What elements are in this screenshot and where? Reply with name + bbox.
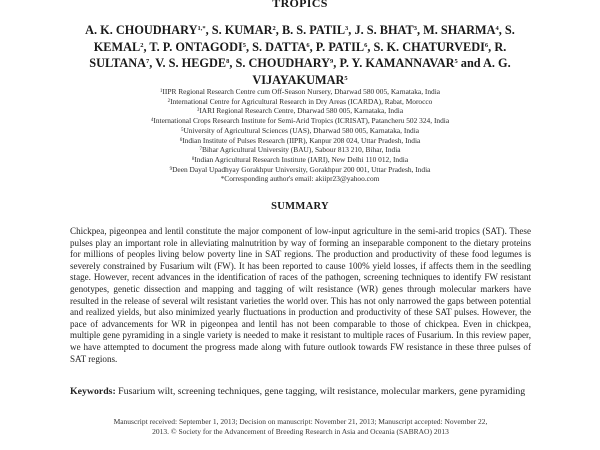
- author-affiliation-mark: 3: [413, 25, 417, 32]
- author-affiliation-mark: 5: [344, 74, 348, 82]
- author-name: S. DATTA$^6$: [252, 39, 310, 54]
- author-affiliation-mark: 6: [364, 41, 368, 49]
- author-affiliation-mark: 6: [306, 41, 310, 49]
- author-name: T. P. ONTAGODI$^5$: [149, 39, 247, 54]
- keywords-label: Keywords:: [70, 386, 116, 397]
- author-affiliation-mark: 5: [454, 58, 458, 65]
- author-affiliation-mark: 3: [345, 25, 349, 32]
- affiliation: $^7$Bihar Agricultural University (BAU), Sabour 813 210, Bihar, India: [199, 145, 401, 155]
- author-name: V. S. HEGDE$^8$: [155, 56, 230, 70]
- author-name: S. K. CHATURVEDI$^6$: [373, 39, 489, 54]
- affiliation: $^2$International Centre for Agricultural Research in Dry Areas (ICARDA), Rabat, Morocco: [167, 96, 433, 106]
- author-name: M. SHARMA$^4$: [423, 23, 499, 37]
- author-affiliation-mark: 5: [242, 41, 247, 49]
- author-affiliation-mark: 1,*: [197, 25, 206, 32]
- author-affiliation-mark: 4: [495, 25, 499, 32]
- keywords-text: Fusarium wilt, screening techniques, gene tagging, wilt resistance, molecular markers, gene pyramiding: [118, 386, 526, 397]
- keywords: [70, 386, 531, 398]
- author-affiliation-mark: 9: [330, 58, 334, 65]
- affiliation: $^6$Indian Institute of Pulses Research (IIPR), Kanpur 208 024, Uttar Pradesh, India: [179, 135, 421, 145]
- author-name: A. G. VIJAYAKUMAR$^5$: [252, 56, 511, 87]
- author-affiliation-mark: 8: [226, 58, 230, 65]
- manuscript-info: [70, 417, 531, 437]
- affiliation: $^9$Deen Dayal Upadhyay Gorakhpur University, Gorakhpur 200 001, Uttar Pradesh, India: [169, 164, 431, 174]
- author-name: B. S. PATIL$^3$: [281, 23, 349, 37]
- author-name: A. K. $CHOUDHARY^{1,*}$: [85, 23, 206, 37]
- author-name: S. CHOUDHARY$^9$: [235, 56, 334, 70]
- author-affiliation-mark: 2: [272, 25, 276, 32]
- author-name: S. KEMAL$^2$: [93, 23, 515, 54]
- summary-text: Chickpea, pigeonpea and lentil constitute the major component of low-input agriculture in the semi-arid tropics (SAT). These pulses play an important role in alleviating malnutrition by way of forming an inseparable component to the dietary proteins for millions of peoples living below poverty line in SAT regions. The production and productivity of these food legumes is severely constrained by Fusarium wilt (FW). It has been reported to cause 100% yield losses, if affects them in the seedling stage. However, recent advances in the identification of races of the pathogen, screening techniques to identify FW resistant genotypes, genetic dissection and mapping and tagging of wilt resistance (WR) genes through molecular markers have resulted in the release of several wilt resistant varieties the world over. This has not only narrowed the gaps between potential and realized yields, but also minimized yearly fluctuations in production and productivity of these SAT pulses. However, the pace of advancements for WR in pigeonpea and lentil has not been comparable to those of chickpea. Even in chickpea, multiple gene pyramiding in a single variety is needed to make it resistant to multiple races of Fusarium. In this review paper, we have attempted to document the progress made along with future outlook towards FW resistance in these three pulses of SAT regions.: [70, 226, 531, 364]
- author-name: P. PATIL$^6$: [315, 39, 368, 54]
- author-name: J. S. BHAT$^3$: [354, 23, 417, 37]
- author-name: P. Y. KAMANNAVAR$^5$: [339, 56, 458, 70]
- author-affiliation-mark: 2: [140, 41, 144, 49]
- corresponding-author-email: *Corresponding author's email: akiipr23@yahoo.com: [220, 174, 380, 184]
- affiliation: $^3$IARI Regional Research Centre, Dharwad 580 005, Karnataka, India: [196, 106, 404, 116]
- affiliation: $^5$University of Agricultural Sciences (UAS), Dharwad 580 005, Karnataka, India: [180, 125, 420, 135]
- affiliation: $^4$International Crops Research Institute for Semi-Arid Tropics (ICRISAT), Patancheru 502 324, India: [150, 116, 450, 126]
- manuscript-dates: Manuscript received: September 1, 2013; Decision on manuscript: November 21, 2013; Manuscript accepted: November 22,: [113, 417, 488, 426]
- summary-heading: SUMMARY: [271, 201, 329, 212]
- author-list: A. K. $CHOUDHARY^{1,*}$, S. KUMAR$^2$, B. S. PATIL$^3$, J. S. BHAT$^3$, M. SHARMA$^4$, S. KEMAL$^2$, T. P. ONTAGODI$^5$, S. DATTA$^6$, P. PATIL$^6$, S. K. CHATURVEDI$^6$, R. SULTANA$^7$, V. S. HEGDE$^8$, S. CHOUDHARY$^9$, P. Y. KAMANNAVAR$^5$ and A. G. VIJAYAKUMAR$^5$: [85, 23, 515, 87]
- affiliation: $^8$Indian Agricultural Research Institute (IARI), New Delhi 110 012, India: [191, 154, 409, 164]
- title-fragment: TROPICS: [272, 0, 328, 10]
- copyright-line: 2013. © Society for the Advancement of Breeding Research in Asia and Oceania (SABRAO) 2013: [152, 427, 449, 436]
- affiliation: $^1$IIPR Regional Research Centre cum Off-Season Nursery, Dharwad 580 005, Karnataka, India: [159, 87, 441, 96]
- affiliation-list: [60, 87, 540, 184]
- author-affiliation-mark: 7: [146, 58, 150, 65]
- author-affiliation-mark: 6: [484, 41, 489, 49]
- author-name: R. SULTANA$^7$: [89, 39, 507, 70]
- author-name: S. KUMAR$^2$: [211, 23, 276, 37]
